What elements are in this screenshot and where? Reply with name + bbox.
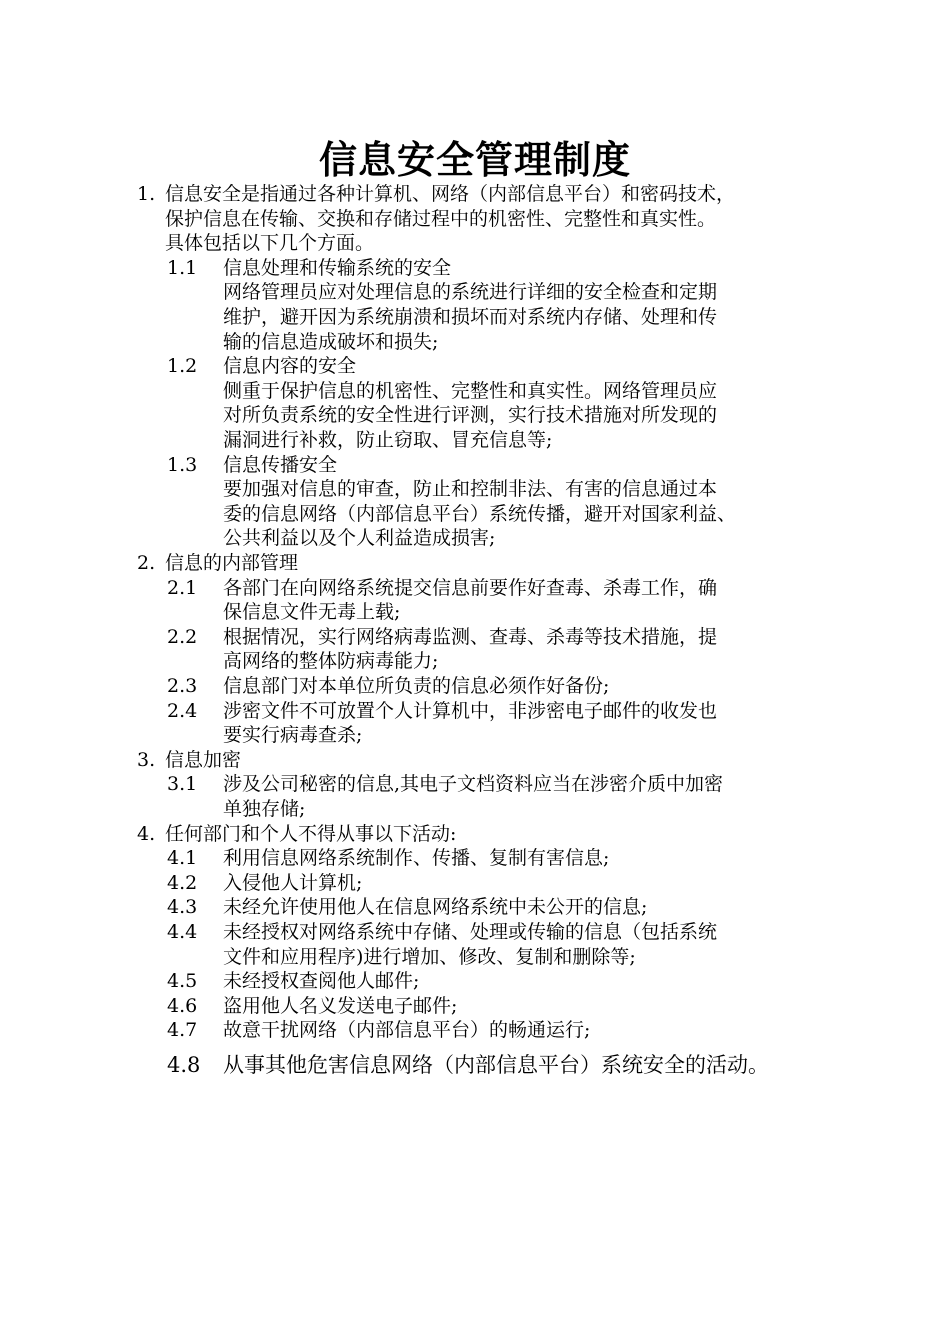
section-number: 1. <box>137 183 156 205</box>
item-text-line: 利用信息网络系统制作、传播、复制有害信息; <box>223 847 610 870</box>
section-text-line: 具体包括以下几个方面。 <box>165 232 375 255</box>
item-text-line: 涉密文件不可放置个人计算机中，非涉密电子邮件的收发也 <box>223 699 718 722</box>
item-number: 4.5 <box>167 970 198 993</box>
section-text-line: 保护信息在传输、交换和存储过程中的机密性、完整性和真实性。 <box>165 207 717 230</box>
section-number: 3. <box>137 748 156 771</box>
section-text-line: 信息加密 <box>165 748 242 771</box>
item-text-line: 侧重于保护信息的机密性、完整性和真实性。网络管理员应 <box>223 379 718 402</box>
item-text-line: 公共利益以及个人利益造成损害; <box>223 527 496 550</box>
item-heading: 信息内容的安全 <box>223 355 357 378</box>
item-text-line: 各部门在向网络系统提交信息前要作好查毒、杀毒工作，确 <box>223 576 718 599</box>
item-text-line: 未经授权查阅他人邮件; <box>223 970 420 993</box>
item-number: 4.8 <box>167 1053 201 1077</box>
item-text-line: 涉及公司秘密的信息,其电子文档资料应当在涉密介质中加密 <box>223 773 724 796</box>
section-text-line: 信息安全是指通过各种计算机、网络（内部信息平台）和密码技术， <box>165 183 736 205</box>
item-number: 2.4 <box>167 699 198 722</box>
item-text-line: 文件和应用程序)进行增加、修改、复制和删除等; <box>223 945 636 968</box>
item-text-line: 入侵他人计算机; <box>223 871 363 894</box>
section-text-line: 信息的内部管理 <box>165 552 299 574</box>
item-number: 2.2 <box>167 625 198 648</box>
item-number: 2.1 <box>167 576 198 599</box>
item-text-line: 从事其他危害信息网络（内部信息平台）系统安全的活动。 <box>223 1053 769 1077</box>
item-text-line: 要加强对信息的审查，防止和控制非法、有害的信息通过本 <box>223 478 718 501</box>
item-text-line: 盗用他人名义发送电子邮件; <box>223 994 458 1017</box>
item-text-line: 要实行病毒查杀; <box>223 724 363 747</box>
item-number: 2.3 <box>167 675 198 697</box>
item-number: 4.7 <box>167 1019 198 1042</box>
item-number: 4.2 <box>167 871 198 894</box>
item-number: 3.1 <box>167 773 198 796</box>
item-heading: 信息处理和传输系统的安全 <box>223 256 452 279</box>
item-text-line: 维护，避开因为系统崩溃和损坏而对系统内存储、处理和传 <box>223 306 718 328</box>
item-text-line: 漏洞进行补救，防止窃取、冒充信息等; <box>223 429 553 451</box>
item-text-line: 高网络的整体防病毒能力; <box>223 650 439 673</box>
item-text-line: 信息部门对本单位所负责的信息必须作好备份; <box>223 675 610 697</box>
item-text-line: 对所负责系统的安全性进行评测，实行技术措施对所发现的 <box>223 404 718 427</box>
item-text-line: 故意干扰网络（内部信息平台）的畅通运行; <box>223 1019 591 1042</box>
item-text-line: 输的信息造成破坏和损失; <box>223 330 439 353</box>
item-text-line: 网络管理员应对处理信息的系统进行详细的安全检查和定期 <box>223 281 718 304</box>
document-title: 信息安全管理制度 <box>318 138 631 182</box>
item-text-line: 保信息文件无毒上载; <box>223 601 401 624</box>
item-number: 1.2 <box>167 355 198 378</box>
item-number: 4.1 <box>167 847 198 870</box>
item-text-line: 单独存储; <box>223 798 306 820</box>
item-number: 4.3 <box>167 896 198 919</box>
item-text-line: 未经允许使用他人在信息网络系统中未公开的信息; <box>223 896 648 919</box>
item-text-line: 委的信息网络（内部信息平台）系统传播，避开对国家利益、 <box>223 502 737 525</box>
item-number: 1.3 <box>167 453 198 476</box>
item-heading: 信息传播安全 <box>223 453 338 476</box>
item-number: 4.4 <box>167 921 198 943</box>
item-number: 1.1 <box>167 256 198 279</box>
item-text-line: 未经授权对网络系统中存储、处理或传输的信息（包括系统 <box>223 921 718 943</box>
section-number: 2. <box>137 552 156 574</box>
section-number: 4. <box>137 822 156 845</box>
item-text-line: 根据情况，实行网络病毒监测、查毒、杀毒等技术措施，提 <box>223 625 718 648</box>
item-number: 4.6 <box>167 994 198 1017</box>
section-text-line: 任何部门和个人不得从事以下活动: <box>165 822 457 845</box>
